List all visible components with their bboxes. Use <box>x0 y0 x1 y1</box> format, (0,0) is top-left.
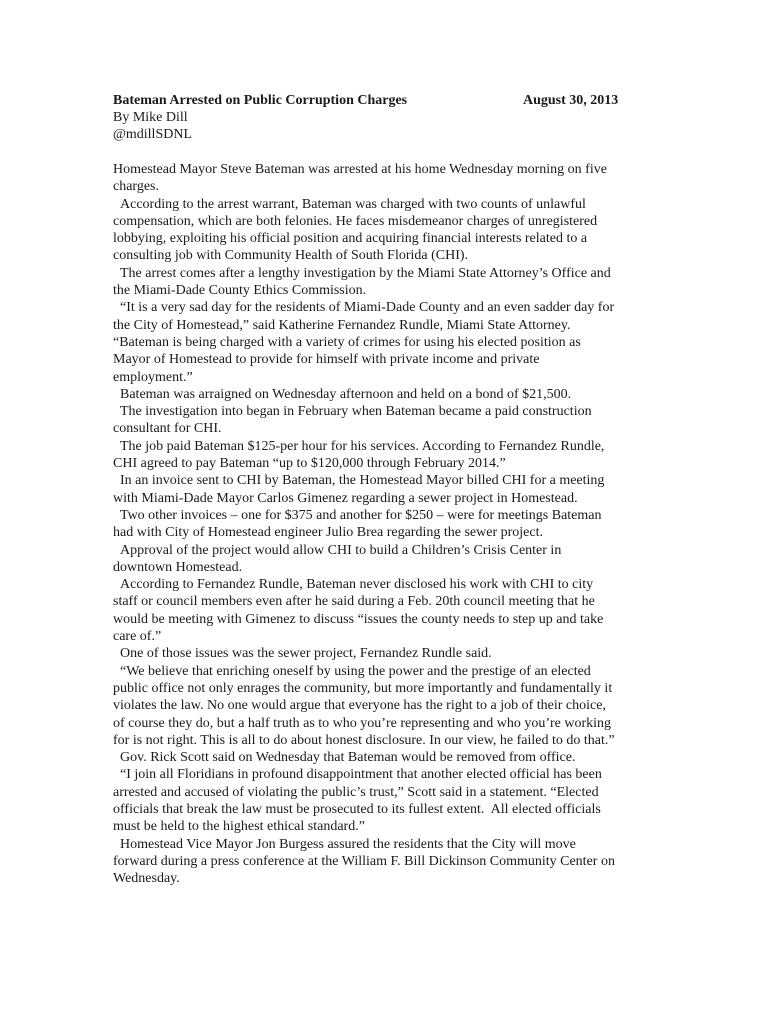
paragraph: According to Fernandez Rundle, Bateman never disclosed his work with CHI to city staff or council members even after he said during a Feb. 20th council meeting that he would be meeting with Gimenez to discuss “issues the county needs to step up and take care of.” <box>113 577 604 645</box>
paragraph: The investigation into began in February when Bateman became a paid construction consultant for CHI. <box>113 404 592 437</box>
byline: By Mike Dill <box>113 110 188 125</box>
paragraph: “I join all Floridians in profound disappointment that another elected official has been arrested and accused of violating the public’s trust,” Scott said in a statement. “Elected officials that break the law must be prosecuted to its fullest extent. All elected officials must be held to the highest ethical standard.” <box>113 767 602 835</box>
article <box>113 92 673 887</box>
article-date: August 30, 2013 <box>523 93 619 108</box>
paragraph: In an invoice sent to CHI by Bateman, the Homestead Mayor billed CHI for a meeting with Miami-Dade Mayor Carlos Gimenez regarding a sewer project in Homestead. <box>113 473 605 506</box>
paragraph: According to the arrest warrant, Bateman was charged with two counts of unlawful compensation, which are both felonies. He faces misdemeanor charges of unregistered lobbying, exploiting his official position and acquiring financial interests related to a consulting job with Community Health of South Florida (CHI). <box>113 196 598 264</box>
twitter-handle: @mdillSDNL <box>113 127 193 142</box>
paragraph: The arrest comes after a lengthy investigation by the Miami State Attorney’s Office and the Miami-Dade County Ethics Commission. <box>113 265 611 299</box>
article-header <box>113 92 673 109</box>
paragraph: Two other invoices – one for $375 and another for $250 – were for meetings Bateman had with City of Homestead engineer Julio Brea regarding the sewer project. <box>113 507 602 541</box>
paragraph: “We believe that enriching oneself by using the power and the prestige of an elected public office not only enrages the community, but more importantly and fundamentally it violates the law. No one would argue that everyone has the right to a job of their choice, of course they do, but a half truth as to who you’re representing and who you’re working for is not right. This is all to do about honest disclosure. In our view, he failed to do that.” <box>113 663 615 748</box>
paragraph: Gov. Rick Scott said on Wednesday that Bateman would be removed from office. <box>113 750 576 766</box>
paragraph: Bateman was arraigned on Wednesday afternoon and held on a bond of $21,500. <box>113 386 572 402</box>
paragraph: Approval of the project would allow CHI to build a Children’s Crisis Center in downtown Homestead. <box>113 542 562 575</box>
paragraph: Homestead Vice Mayor Jon Burgess assured the residents that the City will move forward during a press conference at the William F. Bill Dickinson Community Center on Wednesday. <box>113 836 615 887</box>
spacer <box>113 143 673 161</box>
headline: Bateman Arrested on Public Corruption Charges <box>113 93 408 108</box>
article-body <box>113 161 673 887</box>
paragraph: One of those issues was the sewer project, Fernandez Rundle said. <box>113 646 492 662</box>
paragraph: “It is a very sad day for the residents of Miami-Dade County and an even sadder day for the City of Homestead,” said Katherine Fernandez Rundle, Miami State Attorney. “Bateman is being charged with a variety of crimes for using his elected position as Mayor of Homestead to provide for himself with private income and private employment.” <box>113 300 615 385</box>
paragraph: Homestead Mayor Steve Bateman was arrested at his home Wednesday morning on five charges. <box>113 162 607 195</box>
paragraph: The job paid Bateman $125-per hour for his services. According to Fernandez Rundle, CHI agreed to pay Bateman “up to $120,000 through February 2014.” <box>113 438 605 472</box>
